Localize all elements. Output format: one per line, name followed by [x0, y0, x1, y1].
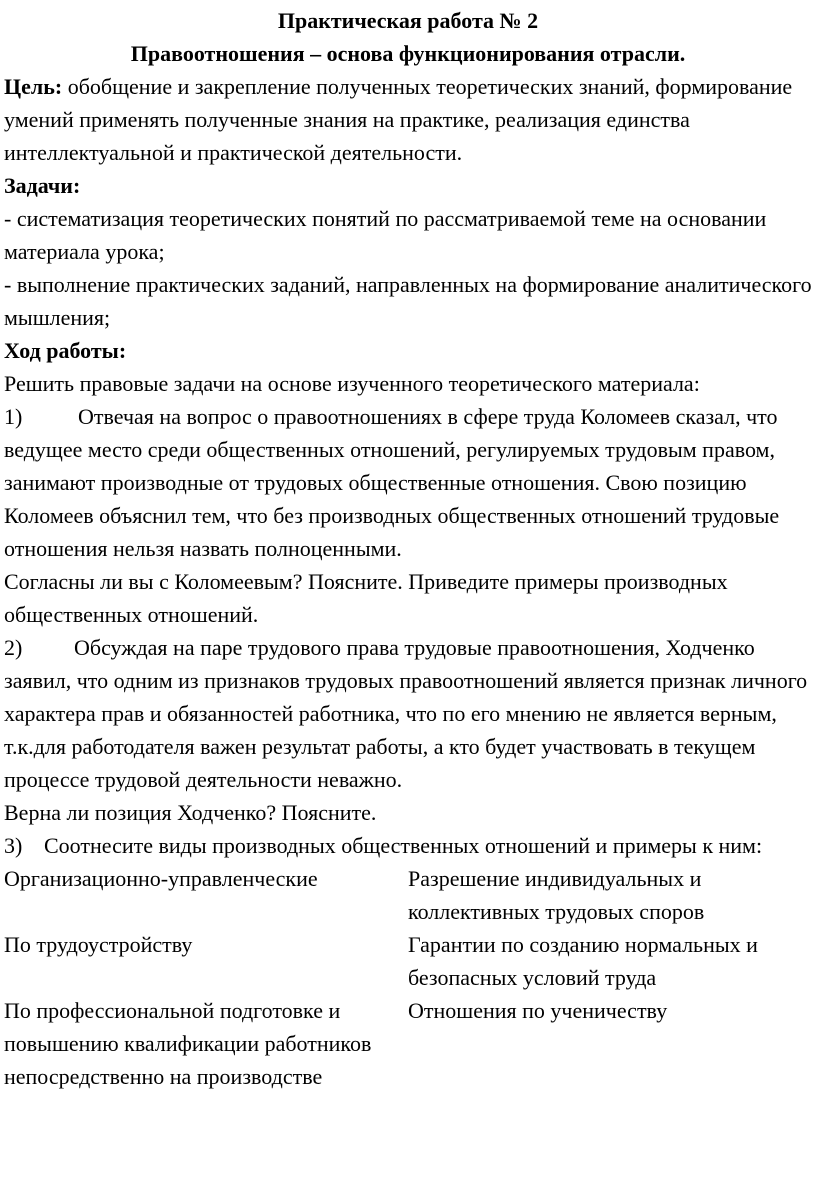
matching-row [4, 928, 812, 994]
problem-number: 3) [4, 833, 23, 858]
document-title: Практическая работа № 2 [277, 8, 539, 33]
relation-type-cell: По профессиональной подготовке и повышению квалификации работников непосредственно на производстве [4, 998, 372, 1089]
problem-1 [4, 400, 812, 565]
relation-type-cell: Организационно-управленческие [4, 866, 318, 891]
document-page [4, 0, 812, 1093]
goal-paragraph [4, 70, 812, 169]
document-subtitle: Правоотношения – основа функционирования отрасли. [130, 41, 686, 66]
example-cell: Гарантии по созданию нормальных и безопасных условий труда [408, 932, 758, 990]
problem-text: Отвечая на вопрос о правоотношениях в сфере труда Коломеев сказал, что ведущее место среди общественных отношений, регулируемых трудовым правом, занимают производные от трудовых общественные отношения. Свою позицию Коломеев объяснил тем, что без производных общественных отношений трудовые отношения нельзя назвать полноценными. [4, 404, 780, 561]
goal-label: Цель: [4, 74, 63, 99]
matching-row [4, 862, 812, 928]
task-item: - систематизация теоретических понятий по рассматриваемой теме на основании материала урока; [4, 206, 767, 264]
goal-text: обобщение и закрепление полученных теоретических знаний, формирование умений применять полученные знания на практике, реализация единства интеллектуальной и практической деятельности. [4, 74, 793, 165]
tasks-heading [4, 169, 812, 202]
procedure-heading [4, 334, 812, 367]
problem-2-question: Верна ли позиция Ходченко? Поясните. [4, 800, 377, 825]
task-item: - выполнение практических заданий, направленных на формирование аналитического мышления; [4, 272, 812, 330]
problem-1-question: Согласны ли вы с Коломеевым? Поясните. Приведите примеры производных общественных отношений. [4, 569, 728, 627]
problem-2 [4, 631, 812, 796]
example-cell: Отношения по ученичеству [408, 998, 668, 1023]
procedure-intro: Решить правовые задачи на основе изученного теоретического материала: [4, 371, 700, 396]
matching-table [4, 862, 812, 1093]
matching-row [4, 994, 812, 1093]
problem-number: 1) [4, 404, 23, 429]
example-cell: Разрешение индивидуальных и коллективных трудовых споров [408, 866, 705, 924]
relation-type-cell: По трудоустройству [4, 932, 193, 957]
tasks-label: Задачи: [4, 173, 81, 198]
problem-number: 2) [4, 635, 23, 660]
problem-text: Соотнесите виды производных общественных отношений и примеры к ним: [44, 833, 763, 858]
procedure-label: Ход работы: [4, 338, 127, 363]
problem-text: Обсуждая на паре трудового права трудовые правоотношения, Ходченко заявил, что одним из признаков трудовых правоотношений является признак личного характера прав и обязанностей работника, что по его мнению не является верным, т.к.для работодателя важен результат работы, а кто будет участвовать в текущем процессе трудовой деятельности неважно. [4, 635, 808, 792]
problem-3 [4, 829, 812, 862]
